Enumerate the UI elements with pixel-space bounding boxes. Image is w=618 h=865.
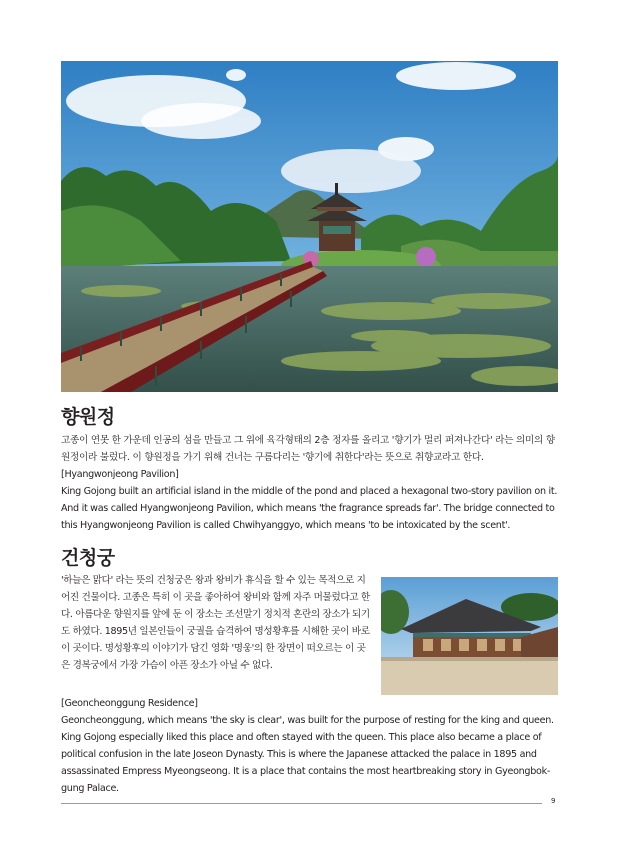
section-body-geoncheonggung-english	[61, 695, 559, 797]
page-number: 9	[551, 797, 556, 805]
english-paragraph: King Gojong built an artificial island in the middle of the pond and placed a hexagonal two-story pavilion on it. And it was called Hyangwonjeong Pavilion, which means 'the fragrance spreads far'. The bridge connected to this Hyangwonjeong Pavilion is called Chwihyanggyo, which means 'to be intoxicated by the scent'.	[61, 486, 558, 531]
english-heading: [Hyangwonjeong Pavilion]	[61, 469, 179, 480]
section-body-hyangwonjeong	[61, 432, 559, 534]
section-title-hyangwonjeong: 향원정	[61, 406, 115, 428]
english-heading: [Geoncheonggung Residence]	[61, 698, 198, 709]
korean-paragraph: '하늘은 맑다' 라는 뜻의 건청궁은 왕과 왕비가 휴식을 할 수 있는 목적으로 지어진 건물이다. 고종은 특히 이 곳을 좋아하여 왕비와 함께 자주 머물렀다고 한다. 아름다운 향원지를 앞에 둔 이 장소는 조선말기 정치적 혼란의 장소가 되기도 하였다. 1895년 일본인들이 궁궐을 습격하여 명성황후를 시해한 곳이 바로 이 곳이다. 명성황후의 이야기가 담긴 영화 '명웅'의 한 장면이 떠오르는 이 곳은 경복궁에서 가장 가슴이 아픈 장소가 아닐 수 없다.	[61, 575, 370, 671]
english-paragraph: Geoncheonggung, which means 'the sky is clear', was built for the purpose of resting for the king and queen. King Gojong especially liked this place and often stayed with the queen. This place also became a place of political confusion in the late Joseon Dynasty. This is where the Japanese attacked the palace in 1895 and assassinated Empress Myeongseong. It is a place that contains the most heartbreaking story in Gyeongbok-gung Palace.	[61, 715, 554, 794]
footer-rule	[61, 803, 542, 804]
geoncheonggung-photo	[381, 577, 558, 695]
hyangwonjeong-photo	[61, 61, 558, 392]
korean-paragraph: 고종이 연못 한 가운데 인공의 섬을 만들고 그 위에 육각형태의 2층 정자를 올리고 '향기가 멀리 퍼져나간다' 라는 의미의 향원정이라 불렀다. 이 향원정을 가기 위해 건너는 구름다리는 '향기에 취한다'라는 뜻으로 취향교라고 한다.	[61, 435, 555, 463]
section-title-geoncheonggung: 건청궁	[61, 547, 115, 569]
section-body-geoncheonggung-korean	[61, 572, 372, 674]
